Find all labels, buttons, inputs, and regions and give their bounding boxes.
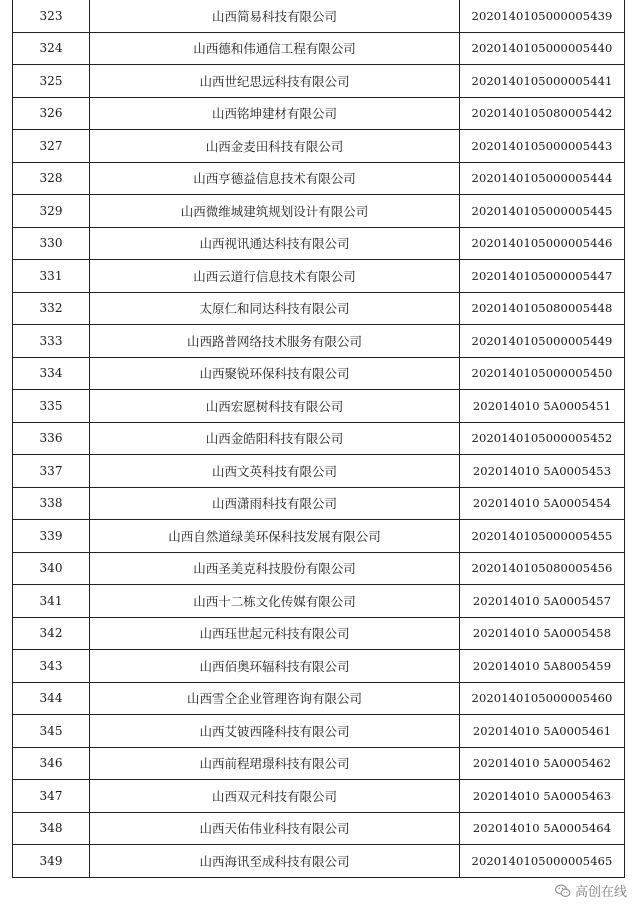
table-row — [13, 260, 625, 293]
watermark-text: 高创在线 — [574, 885, 627, 900]
company-name: 山西铭坤建材有限公司 — [90, 97, 460, 130]
row-index: 333 — [13, 325, 90, 358]
row-index: 332 — [13, 292, 90, 325]
row-index: 335 — [13, 390, 90, 423]
company-name: 山西微维城建筑规划设计有限公司 — [90, 195, 460, 228]
row-index: 340 — [13, 552, 90, 585]
table-row — [13, 845, 625, 878]
registration-code: 2020140105080005448 — [460, 292, 625, 325]
company-name: 山西天佑伟业科技有限公司 — [90, 812, 460, 845]
company-name: 山西潇雨科技有限公司 — [90, 487, 460, 520]
company-name: 山西亨德益信息技术有限公司 — [90, 162, 460, 195]
registration-code: 202014010 5A0005457 — [460, 585, 625, 618]
company-name: 山西圣美克科技股份有限公司 — [90, 552, 460, 585]
row-index: 341 — [13, 585, 90, 618]
table-row — [13, 487, 625, 520]
table-row — [13, 650, 625, 683]
registration-code: 2020140105000005460 — [460, 682, 625, 715]
company-name: 山西金麦田科技有限公司 — [90, 130, 460, 163]
table-row — [13, 195, 625, 228]
row-index: 329 — [13, 195, 90, 228]
company-name: 山西佰奥环辐科技有限公司 — [90, 650, 460, 683]
table-row — [13, 812, 625, 845]
company-name: 山西简易科技有限公司 — [90, 0, 460, 32]
company-name: 山西金皓阳科技有限公司 — [90, 422, 460, 455]
registration-code: 2020140105000005443 — [460, 130, 625, 163]
company-name: 山西双元科技有限公司 — [90, 780, 460, 813]
registration-code: 202014010 5A0005463 — [460, 780, 625, 813]
company-name: 山西前程珺璟科技有限公司 — [90, 747, 460, 780]
company-name: 太原仁和同达科技有限公司 — [90, 292, 460, 325]
registration-code: 2020140105000005452 — [460, 422, 625, 455]
registration-code: 2020140105000005439 — [460, 0, 625, 32]
row-index: 348 — [13, 812, 90, 845]
row-index: 347 — [13, 780, 90, 813]
row-index: 336 — [13, 422, 90, 455]
company-name: 山西艾铍西隆科技有限公司 — [90, 715, 460, 748]
registration-code: 202014010 5A0005451 — [460, 390, 625, 423]
row-index: 337 — [13, 455, 90, 488]
row-index: 344 — [13, 682, 90, 715]
registration-code: 2020140105000005449 — [460, 325, 625, 358]
registration-code: 202014010 5A0005458 — [460, 617, 625, 650]
table-row — [13, 130, 625, 163]
table-row — [13, 780, 625, 813]
company-name: 山西文英科技有限公司 — [90, 455, 460, 488]
row-index: 323 — [13, 0, 90, 32]
registration-code: 202014010 5A0005461 — [460, 715, 625, 748]
table-row — [13, 325, 625, 358]
table-row — [13, 422, 625, 455]
registration-code: 2020140105080005456 — [460, 552, 625, 585]
row-index: 326 — [13, 97, 90, 130]
table-row — [13, 617, 625, 650]
row-index: 346 — [13, 747, 90, 780]
row-index: 339 — [13, 520, 90, 553]
row-index: 324 — [13, 32, 90, 65]
table-row — [13, 552, 625, 585]
table-row — [13, 32, 625, 65]
table-row — [13, 97, 625, 130]
company-list-table-wrap — [12, 0, 624, 878]
table-row — [13, 0, 625, 32]
registration-code: 202014010 5A0005454 — [460, 487, 625, 520]
registration-code: 2020140105000005440 — [460, 32, 625, 65]
company-name: 山西珏世起元科技有限公司 — [90, 617, 460, 650]
company-name: 山西宏愿树科技有限公司 — [90, 390, 460, 423]
table-row — [13, 227, 625, 260]
company-name: 山西云道行信息技术有限公司 — [90, 260, 460, 293]
company-list-table — [12, 0, 625, 878]
watermark — [552, 880, 630, 901]
row-index: 338 — [13, 487, 90, 520]
table-row — [13, 455, 625, 488]
row-index: 328 — [13, 162, 90, 195]
registration-code: 202014010 5A8005459 — [460, 650, 625, 683]
registration-code: 2020140105080005442 — [460, 97, 625, 130]
table-row — [13, 682, 625, 715]
registration-code: 2020140105000005465 — [460, 845, 625, 878]
registration-code: 2020140105000005441 — [460, 65, 625, 98]
row-index: 330 — [13, 227, 90, 260]
table-body — [13, 0, 625, 877]
table-row — [13, 390, 625, 423]
company-name: 山西德和伟通信工程有限公司 — [90, 32, 460, 65]
row-index: 334 — [13, 357, 90, 390]
company-name: 山西视讯通达科技有限公司 — [90, 227, 460, 260]
wechat-icon — [555, 884, 571, 898]
registration-code: 2020140105000005455 — [460, 520, 625, 553]
registration-code: 2020140105000005450 — [460, 357, 625, 390]
company-name: 山西十二栋文化传媒有限公司 — [90, 585, 460, 618]
registration-code: 2020140105000005444 — [460, 162, 625, 195]
table-row — [13, 292, 625, 325]
registration-code: 2020140105000005446 — [460, 227, 625, 260]
registration-code: 202014010 5A0005453 — [460, 455, 625, 488]
company-name: 山西自然道绿美环保科技发展有限公司 — [90, 520, 460, 553]
row-index: 331 — [13, 260, 90, 293]
registration-code: 202014010 5A0005462 — [460, 747, 625, 780]
company-name: 山西海讯至成科技有限公司 — [90, 845, 460, 878]
row-index: 342 — [13, 617, 90, 650]
table-row — [13, 65, 625, 98]
row-index: 345 — [13, 715, 90, 748]
registration-code: 2020140105000005445 — [460, 195, 625, 228]
table-row — [13, 162, 625, 195]
table-row — [13, 357, 625, 390]
row-index: 325 — [13, 65, 90, 98]
table-row — [13, 520, 625, 553]
registration-code: 202014010 5A0005464 — [460, 812, 625, 845]
table-row — [13, 747, 625, 780]
company-name: 山西雪仝企业管理咨询有限公司 — [90, 682, 460, 715]
table-row — [13, 585, 625, 618]
company-name: 山西世纪思远科技有限公司 — [90, 65, 460, 98]
row-index: 343 — [13, 650, 90, 683]
row-index: 349 — [13, 845, 90, 878]
registration-code: 2020140105000005447 — [460, 260, 625, 293]
company-name: 山西路普网络技术服务有限公司 — [90, 325, 460, 358]
row-index: 327 — [13, 130, 90, 163]
company-name: 山西聚锐环保科技有限公司 — [90, 357, 460, 390]
table-row — [13, 715, 625, 748]
